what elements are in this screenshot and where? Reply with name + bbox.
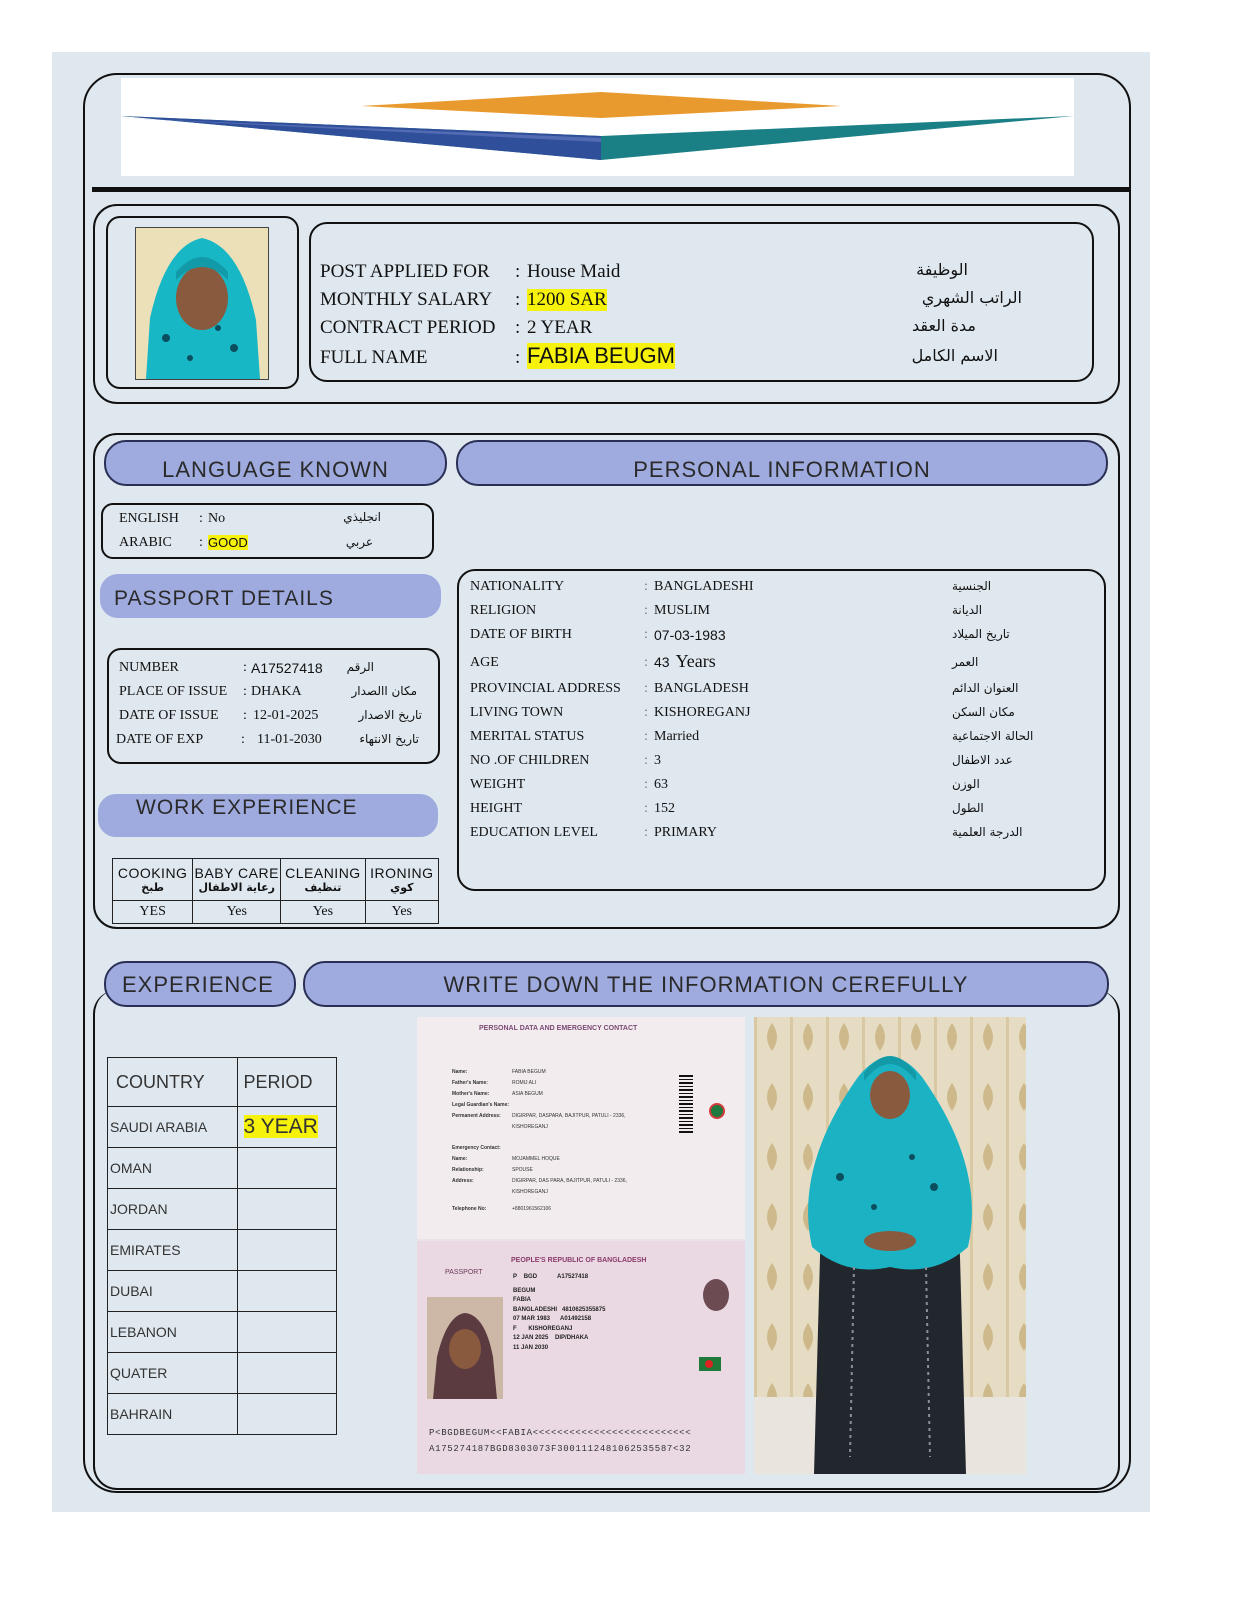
personal-arabic: الطول — [952, 801, 984, 815]
personal-value: Married — [654, 729, 700, 744]
post-label: POST APPLIED FOR — [320, 261, 490, 282]
work-ironing-value: Yes — [365, 901, 438, 924]
personal-value: MUSLIM — [654, 603, 711, 618]
experience-table — [107, 1057, 337, 1435]
personal-label: LIVING TOWN — [470, 705, 564, 720]
personal-header — [456, 440, 1108, 486]
work-experience-table — [112, 858, 439, 924]
experience-country-cell: LEBANON — [108, 1312, 238, 1353]
work-babycare-value: Yes — [193, 901, 281, 924]
scan-country-header: PEOPLE'S REPUBLIC OF BANGLADESH — [511, 1257, 647, 1264]
personal-colon: : — [644, 705, 648, 720]
personal-arabic: الديانة — [952, 603, 983, 617]
salary-value: 1200 SAR — [527, 289, 607, 310]
header-banner — [121, 78, 1074, 176]
work-cell-ironing — [365, 859, 438, 901]
contract-arabic: مدة العقد — [912, 316, 976, 335]
scan-mrz-line2: A175274187BGD8303073F3001112481062535587<32 — [429, 1444, 692, 1454]
personal-arabic: الدرجة العلمية — [952, 825, 1023, 839]
language-arabic-label: ARABIC — [119, 535, 172, 550]
scan-ghost-photo — [703, 1279, 729, 1311]
scan-name: FABIA BEGUM — [512, 1069, 546, 1075]
scan-emblem-icon — [709, 1103, 725, 1119]
scan-emergency-address: DIGIRPAR, DAS PARA, BAJITPUR, PATULI - 2336, KISHOREGANJ — [512, 1178, 627, 1195]
personal-arabic: عدد الاطفال — [952, 753, 1013, 767]
personal-colon: : — [644, 655, 648, 670]
personal-label: HEIGHT — [470, 801, 523, 816]
personal-arabic: الحالة الاجتماعية — [952, 729, 1034, 743]
salary-label: MONTHLY SALARY — [320, 289, 493, 310]
work-cleaning-ar: تنظيف — [304, 881, 342, 894]
work-babycare-ar: رعاية الاطفال — [198, 881, 276, 894]
scan-flag-icon — [699, 1357, 721, 1371]
work-cell-babycare — [193, 859, 281, 901]
scan-nationality: BANGLADESHI — [513, 1306, 558, 1313]
experience-header — [104, 961, 296, 1007]
personal-value: 07-03-1983 — [654, 627, 726, 643]
salary-colon: : — [515, 289, 521, 310]
language-arabic-colon: : — [199, 535, 203, 550]
name-arabic: الاسم الكامل — [911, 346, 998, 365]
personal-arabic: تاريخ الميلاد — [952, 627, 1010, 641]
write-header — [303, 961, 1109, 1007]
passport-exp-label: DATE OF EXP — [116, 732, 204, 747]
language-english-arabic: انجليذي — [343, 510, 381, 524]
passport-number-value: A17527418 — [251, 660, 323, 676]
experience-country-cell: JORDAN — [108, 1189, 238, 1230]
work-header — [98, 794, 438, 837]
work-cooking-ar: طبخ — [141, 881, 165, 894]
work-cleaning-en: CLEANING — [285, 865, 361, 881]
personal-colon: : — [644, 777, 648, 792]
personal-colon: : — [644, 603, 648, 618]
personal-label: AGE — [470, 655, 499, 670]
language-english-colon: : — [199, 511, 203, 526]
personal-colon: : — [644, 627, 648, 642]
name-colon: : — [515, 347, 521, 368]
passport-place-colon: : — [243, 684, 247, 699]
personal-arabic: العمر — [952, 655, 979, 669]
experience-country-cell: OMAN — [108, 1148, 238, 1189]
scan-expiry: 11 JAN 2030 — [513, 1344, 549, 1351]
experience-period-value: 3 YEAR — [243, 1115, 318, 1138]
scan-relationship: SPOUSE — [512, 1167, 533, 1173]
name-label: FULL NAME — [320, 347, 428, 368]
work-cooking-en: COOKING — [117, 865, 188, 881]
scan-father: ROMIJ ALI — [512, 1080, 537, 1086]
scan-address: DIGIRPAR, DASPARA, BAJITPUR, PATULI - 2336, KISHOREGANJ — [512, 1113, 626, 1130]
post-value: House Maid — [527, 261, 621, 282]
passport-exp-arabic: تاريخ الانتهاء — [359, 732, 419, 746]
scan-emergency-name: MOJAMMEL HOQUE — [512, 1156, 560, 1162]
header-divider — [92, 187, 1130, 192]
experience-header-text: EXPERIENCE — [122, 972, 274, 997]
language-header-text: LANGUAGE KNOWN — [162, 457, 389, 482]
passport-place-value: DHAKA — [251, 684, 302, 699]
post-colon: : — [515, 261, 521, 282]
experience-col-period: PERIOD — [237, 1058, 336, 1107]
passport-place-label: PLACE OF ISSUE — [119, 684, 228, 699]
language-english-value: No — [208, 511, 226, 526]
experience-country-cell: BAHRAIN — [108, 1394, 238, 1435]
scan-authority: DIP/DHAKA — [555, 1335, 589, 1341]
language-arabic-value: GOOD — [208, 535, 248, 550]
experience-country-cell: DUBAI — [108, 1271, 238, 1312]
passport-issue-arabic: تاريخ الاصدار — [358, 708, 422, 722]
passport-number-arabic: الرقم — [346, 660, 374, 674]
passport-issue-colon: : — [243, 708, 247, 723]
personal-label: EDUCATION LEVEL — [470, 825, 598, 840]
scan-dob: 07 MAR 1983 — [513, 1316, 551, 1322]
scan-bio-photo — [427, 1297, 503, 1399]
scan-surname: BEGUM — [513, 1287, 536, 1294]
scan-personal-data: Name: FABIA BEGUM Father's Name: ROMIJ ALI Mother's Name: ASIA BEGUM Legal Guardian's Name: Permanent Address: DIGIRPAR, DASPARA, BAJITPUR, PATULI - 2336, KISHOREGANJ Emergency Contact: Name: MOJAMMEL HOQUE Relationship: SPOUSE Address: DIGIRPAR, DAS PARA, BAJITPUR, PATULI - 2336, KISHOREGANJ Telephone No: +8801961562106 — [452, 1067, 662, 1215]
personal-value: 63 — [654, 777, 668, 792]
work-babycare-en: BABY CARE — [194, 865, 279, 881]
passport-exp-colon: : — [241, 732, 245, 747]
passport-scan — [417, 1017, 745, 1474]
personal-label: MERITAL STATUS — [470, 729, 585, 744]
passport-number-label: NUMBER — [119, 660, 179, 675]
scan-birthplace: KISHOREGANJ — [528, 1325, 573, 1332]
full-body-photo — [754, 1017, 1026, 1474]
work-ironing-ar: كوي — [390, 881, 414, 894]
scan-mother: ASIA BEGUM — [512, 1091, 543, 1097]
experience-period-cell — [237, 1189, 336, 1230]
work-header-text: WORK EXPERIENCE — [136, 796, 358, 819]
personal-value: PRIMARY — [654, 825, 718, 840]
experience-period-cell — [237, 1271, 336, 1312]
personal-colon: : — [644, 681, 648, 696]
work-cell-cooking — [113, 859, 193, 901]
scan-prev-pp: A01492158 — [560, 1316, 592, 1322]
personal-arabic: الجنسية — [952, 579, 992, 593]
experience-country-cell: EMIRATES — [108, 1230, 238, 1271]
contract-colon: : — [515, 317, 521, 338]
language-english-label: ENGLISH — [119, 511, 179, 526]
experience-country-cell: QUATER — [108, 1353, 238, 1394]
passport-header-text: PASSPORT DETAILS — [114, 587, 334, 610]
scan-given: FABIA — [513, 1297, 531, 1303]
work-cell-cleaning — [281, 859, 365, 901]
contract-value: 2 YEAR — [527, 317, 593, 338]
work-cooking-value: YES — [113, 901, 193, 924]
passport-number-colon: : — [243, 660, 247, 675]
profile-photo — [135, 227, 269, 380]
language-header — [104, 440, 447, 486]
language-arabic-arabic: عربي — [345, 535, 373, 549]
personal-label: RELIGION — [470, 603, 537, 618]
personal-value: BANGLADESH — [654, 681, 749, 696]
personal-colon: : — [644, 825, 648, 840]
personal-age-unit: Years — [675, 651, 716, 671]
scan-telephone: +8801961562106 — [512, 1206, 552, 1212]
scan-mrz-line1: P<BGDBEGUM<<FABIA<<<<<<<<<<<<<<<<<<<<<<<<<< — [429, 1428, 692, 1438]
experience-period-cell — [237, 1230, 336, 1271]
experience-period-cell — [237, 1148, 336, 1189]
passport-header — [100, 574, 441, 618]
personal-label: PROVINCIAL ADDRESS — [470, 681, 621, 696]
scan-passport-word: PASSPORT — [445, 1269, 483, 1276]
personal-label: DATE OF BIRTH — [470, 627, 572, 642]
passport-place-arabic: مكان االصدار — [351, 684, 417, 698]
experience-period-cell — [237, 1312, 336, 1353]
personal-arabic: الوزن — [952, 777, 980, 791]
experience-col-country: COUNTRY — [108, 1058, 238, 1107]
post-arabic: الوظيفة — [916, 260, 968, 279]
passport-issue-label: DATE OF ISSUE — [119, 708, 219, 723]
name-value: FABIA BEUGM — [527, 343, 675, 368]
personal-label: NATIONALITY — [470, 579, 565, 594]
experience-period-cell — [237, 1353, 336, 1394]
scan-bio-data — [513, 1273, 683, 1353]
passport-exp-value: 11-01-2030 — [257, 732, 322, 747]
personal-age-number: 43 — [654, 654, 670, 670]
personal-label: NO .OF CHILDREN — [470, 753, 590, 768]
scan-code: BGD — [523, 1274, 538, 1280]
salary-arabic: الراتب الشهري — [921, 288, 1022, 307]
contract-label: CONTRACT PERIOD — [320, 317, 496, 338]
work-ironing-en: IRONING — [370, 865, 434, 881]
scan-barcode — [679, 1075, 693, 1133]
scan-page-title: PERSONAL DATA AND EMERGENCY CONTACT — [479, 1025, 638, 1032]
personal-label: WEIGHT — [470, 777, 526, 792]
work-cleaning-value: Yes — [281, 901, 365, 924]
personal-value: 152 — [654, 801, 675, 816]
scan-issue: 12 JAN 2025 — [513, 1335, 549, 1341]
passport-issue-value: 12-01-2025 — [253, 708, 319, 723]
personal-colon: : — [644, 579, 648, 594]
scan-personal-no: 4810625355875 — [562, 1306, 606, 1313]
personal-arabic: مكان السكن — [952, 705, 1015, 719]
experience-period-cell — [237, 1107, 336, 1148]
personal-colon: : — [644, 729, 648, 744]
scan-type: P — [513, 1274, 518, 1280]
scan-mrz — [429, 1425, 691, 1457]
personal-value: KISHOREGANJ — [654, 705, 751, 720]
personal-value — [654, 651, 716, 672]
scan-number: A17527418 — [557, 1274, 589, 1280]
scan-sex: F — [513, 1325, 517, 1332]
experience-period-cell — [237, 1394, 336, 1435]
personal-value: 3 — [654, 753, 661, 768]
experience-country-cell: SAUDI ARABIA — [108, 1107, 238, 1148]
personal-header-text: PERSONAL INFORMATION — [633, 457, 931, 482]
personal-value: BANGLADESHI — [654, 579, 754, 594]
write-header-text: WRITE DOWN THE INFORMATION CEREFULLY — [443, 972, 969, 997]
personal-colon: : — [644, 753, 648, 768]
personal-colon: : — [644, 801, 648, 816]
banner-graphic — [121, 78, 1074, 176]
personal-arabic: العنوان الدائم — [952, 681, 1019, 695]
